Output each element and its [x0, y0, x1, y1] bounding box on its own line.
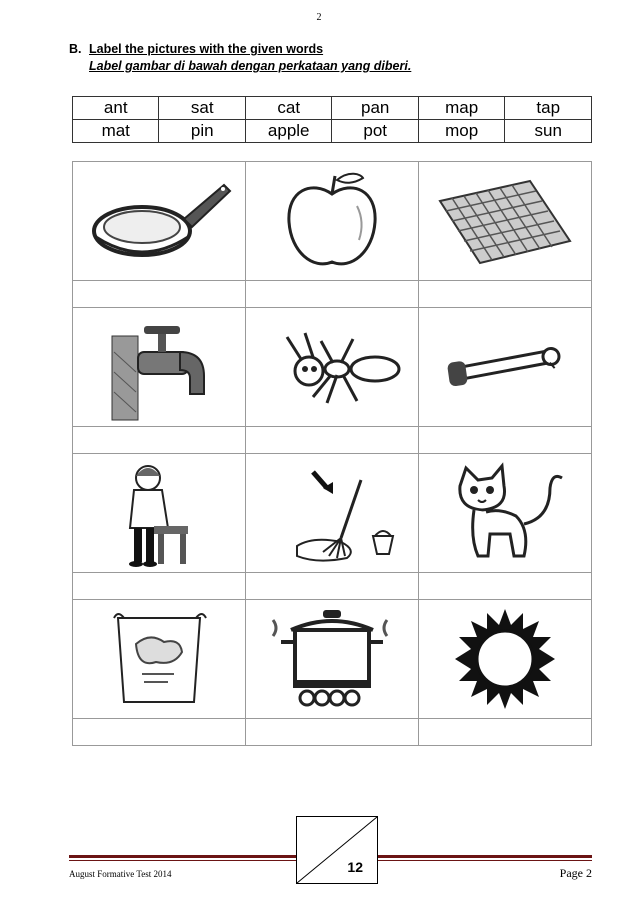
ant-icon	[257, 317, 407, 417]
answer-box[interactable]	[419, 719, 592, 746]
word-row	[73, 120, 592, 143]
map-icon	[84, 604, 234, 714]
picture-cell	[419, 600, 592, 719]
score-value: 12	[347, 859, 363, 875]
instruction-english: Label the pictures with the given words	[89, 42, 324, 56]
score-box	[296, 816, 378, 884]
word-cell: ant	[73, 97, 159, 120]
word-cell: apple	[245, 120, 331, 143]
word-cell: pot	[332, 120, 418, 143]
word-cell: tap	[505, 97, 592, 120]
diagonal-line-icon	[297, 817, 377, 883]
picture-cell	[419, 162, 592, 281]
word-cell: sun	[505, 120, 592, 143]
picture-cell	[73, 308, 246, 427]
picture-cell	[419, 454, 592, 573]
footer-test-name: August Formative Test 2014	[69, 869, 172, 879]
picture-cell	[246, 162, 419, 281]
picture-cell	[246, 454, 419, 573]
picture-cell	[73, 162, 246, 281]
answer-box[interactable]	[246, 719, 419, 746]
picture-cell	[73, 600, 246, 719]
answer-box[interactable]	[419, 573, 592, 600]
word-row	[73, 97, 592, 120]
picture-cell	[73, 454, 246, 573]
instructions	[69, 42, 411, 73]
cat-icon	[430, 458, 580, 568]
sun-icon	[430, 604, 580, 714]
footer-page-label: Page 2	[559, 866, 592, 880]
apple-icon	[257, 166, 407, 276]
answer-box[interactable]	[246, 427, 419, 454]
tap-icon	[84, 312, 234, 422]
answer-box[interactable]	[73, 573, 246, 600]
word-cell: mat	[73, 120, 159, 143]
answer-box[interactable]	[246, 281, 419, 308]
word-cell: sat	[159, 97, 245, 120]
picture-grid	[72, 161, 592, 746]
answer-box[interactable]	[419, 427, 592, 454]
mop-icon	[257, 458, 407, 568]
mat-icon	[430, 171, 580, 271]
word-bank	[72, 96, 592, 143]
safety-pin-icon	[430, 317, 580, 417]
instruction-malay: Label gambar di bawah dengan perkataan yang diberi.	[89, 59, 412, 73]
word-cell: cat	[245, 97, 331, 120]
word-cell: map	[418, 97, 504, 120]
frying-pan-icon	[84, 171, 234, 271]
page-number: 2	[316, 12, 322, 23]
girl-sitting-icon	[84, 456, 234, 571]
pot-icon	[257, 602, 407, 717]
word-cell: mop	[418, 120, 504, 143]
answer-box[interactable]	[73, 719, 246, 746]
word-cell: pan	[332, 97, 418, 120]
answer-box[interactable]	[419, 281, 592, 308]
word-cell: pin	[159, 120, 245, 143]
answer-box[interactable]	[73, 281, 246, 308]
section-label: B.	[69, 42, 82, 56]
picture-cell	[246, 308, 419, 427]
answer-box[interactable]	[73, 427, 246, 454]
picture-cell	[419, 308, 592, 427]
answer-box[interactable]	[246, 573, 419, 600]
picture-cell	[246, 600, 419, 719]
